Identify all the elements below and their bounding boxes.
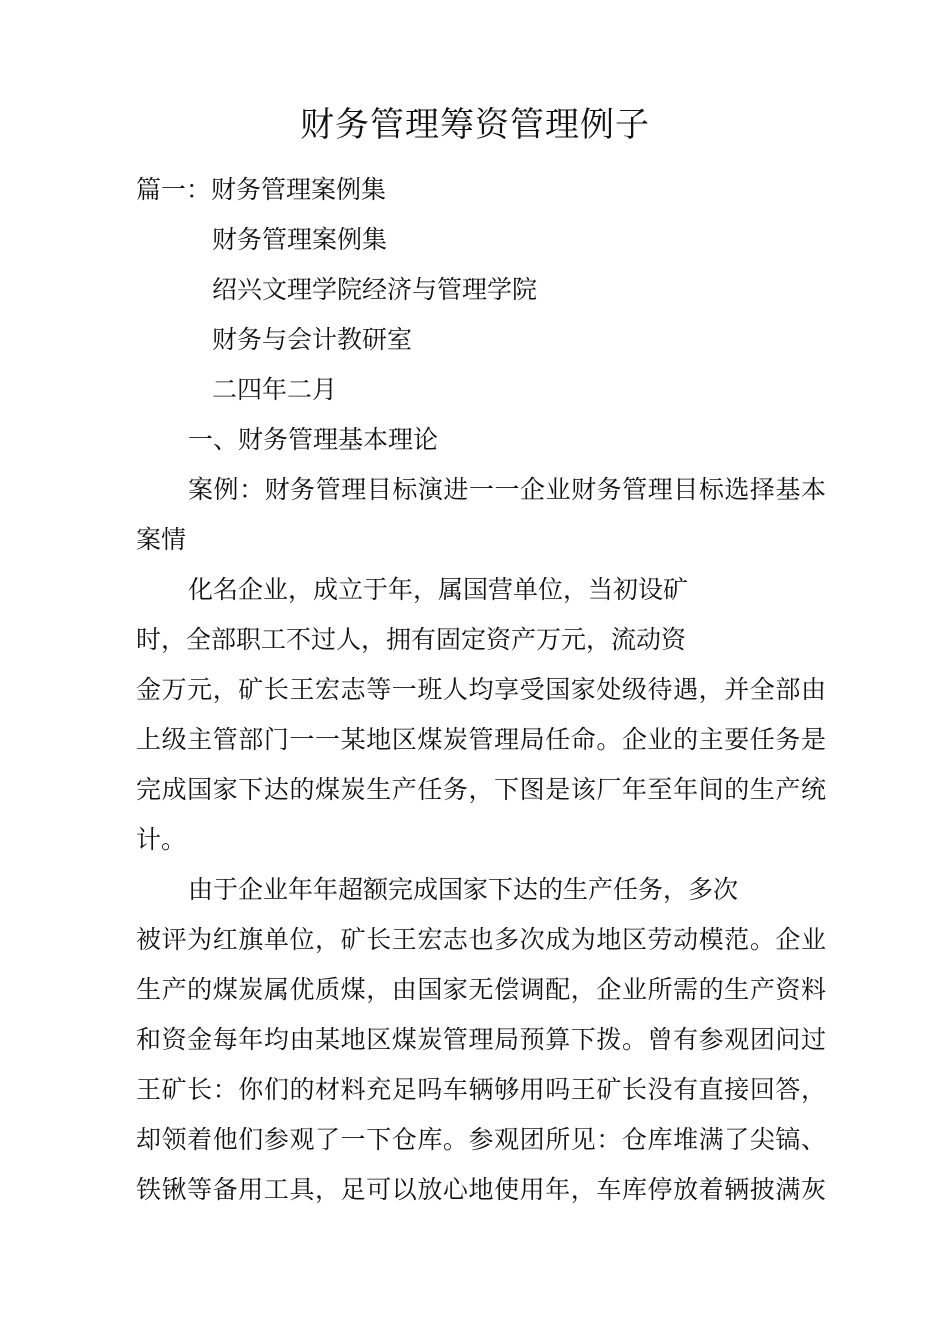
paragraph-line: 金万元，矿长王宏志等一班人均享受国家处级待遇，并全部由	[136, 675, 826, 704]
paragraph-line: 铁锹等备用工具，足可以放心地使用年，车库停放着辆披满灰	[136, 1175, 826, 1204]
paragraph-line: 完成国家下达的煤炭生产任务，下图是该厂年至年间的生产统	[136, 775, 826, 804]
cover-title: 财务管理案例集	[212, 225, 388, 254]
paragraph-line: 和资金每年均由某地区煤炭管理局预算下拨。曾有参观团问过	[136, 1025, 826, 1054]
case-heading-line: 案情	[136, 525, 187, 554]
paragraph-line: 化名企业，成立于年，属国营单位，当初设矿	[188, 575, 689, 604]
chapter-heading: 一、财务管理基本理论	[188, 425, 439, 454]
document-title: 财务管理筹资管理例子	[300, 105, 650, 145]
section-heading: 篇一：财务管理案例集	[136, 175, 387, 204]
cover-department: 财务与会计教研室	[212, 325, 413, 354]
paragraph-line: 计。	[136, 825, 187, 854]
paragraph-line: 由于企业年年超额完成国家下达的生产任务，多次	[188, 875, 739, 904]
case-heading-line: 案例：财务管理目标演进一一企业财务管理目标选择基本	[188, 475, 826, 504]
paragraph-line: 却领着他们参观了一下仓库。参观团所见：仓库堆满了尖镐、	[136, 1125, 826, 1154]
document-body	[136, 165, 826, 1215]
cover-date: 二四年二月	[212, 375, 338, 404]
paragraph-line: 被评为红旗单位，矿长王宏志也多次成为地区劳动模范。企业	[136, 925, 826, 954]
paragraph-line: 生产的煤炭属优质煤，由国家无偿调配，企业所需的生产资料	[136, 975, 826, 1004]
paragraph-line: 上级主管部门一一某地区煤炭管理局任命。企业的主要任务是	[136, 725, 826, 754]
cover-institution: 绍兴文理学院经济与管理学院	[212, 275, 538, 304]
paragraph-line: 时，全部职工不过人，拥有固定资产万元，流动资	[136, 625, 687, 654]
paragraph-line: 王矿长：你们的材料充足吗车辆够用吗王矿长没有直接回答，	[136, 1075, 826, 1104]
